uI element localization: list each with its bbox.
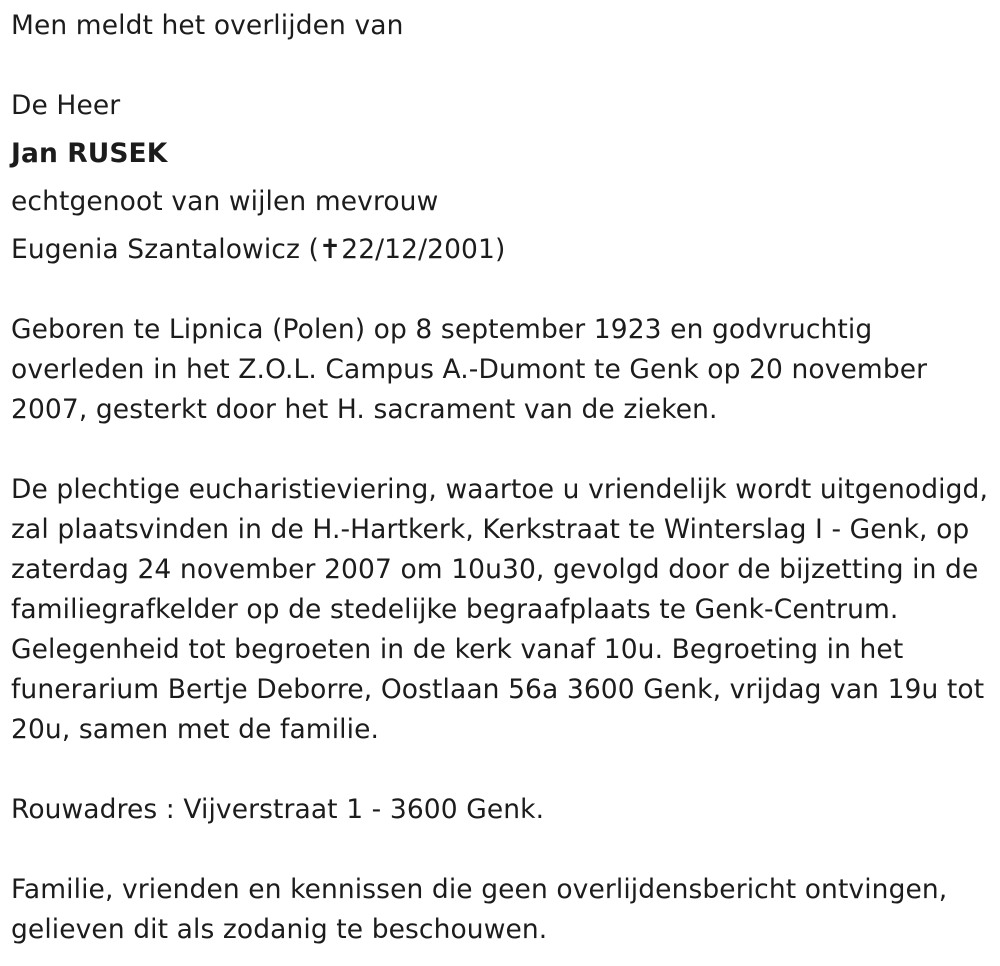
paragraph-line: gelieven dit als zodanig te beschouwen. [11, 914, 548, 945]
paragraph-line: zal plaatsvinden in de H.-Hartkerk, Kerkstraat te Winterslag I - Genk, op [11, 514, 970, 545]
paragraph-line: zaterdag 24 november 2007 om 10u30, gevolgd door de bijzetting in de [11, 554, 979, 585]
mourning-address: Rouwadres : Vijverstraat 1 - 3600 Genk. [11, 794, 545, 825]
deceased-name: Jan RUSEK [11, 138, 168, 169]
honorific: De Heer [11, 90, 121, 121]
intro-line: Men meldt het overlijden van [11, 10, 404, 41]
closing-paragraph [11, 870, 996, 950]
paragraph-line: overleden in het Z.O.L. Campus A.-Dumont te Genk op 20 november [11, 354, 928, 385]
paragraph-line: funerarium Bertje Deborre, Oostlaan 56a 3600 Genk, vrijdag van 19u tot [11, 674, 985, 705]
paragraph-line: Gelegenheid tot begroeten in de kerk vanaf 10u. Begroeting in het [11, 634, 904, 665]
birth-death-paragraph [11, 310, 996, 430]
paragraph-line: 20u, samen met de familie. [11, 714, 380, 745]
paragraph-line: Geboren te Lipnica (Polen) op 8 september 1923 en godvruchtig [11, 314, 873, 345]
spouse-name: Eugenia Szantalowicz (✝22/12/2001) [11, 234, 506, 265]
paragraph-line: familiegrafkelder op de stedelijke begraafplaats te Genk-Centrum. [11, 594, 899, 625]
ceremony-paragraph [11, 470, 996, 750]
paragraph-line: 2007, gesterkt door het H. sacrament van de zieken. [11, 394, 718, 425]
spouse-relation: echtgenoot van wijlen mevrouw [11, 186, 439, 217]
paragraph-line: Familie, vrienden en kennissen die geen overlijdensbericht ontvingen, [11, 874, 948, 905]
paragraph-line: De plechtige eucharistieviering, waartoe u vriendelijk wordt uitgenodigd, [11, 474, 988, 505]
